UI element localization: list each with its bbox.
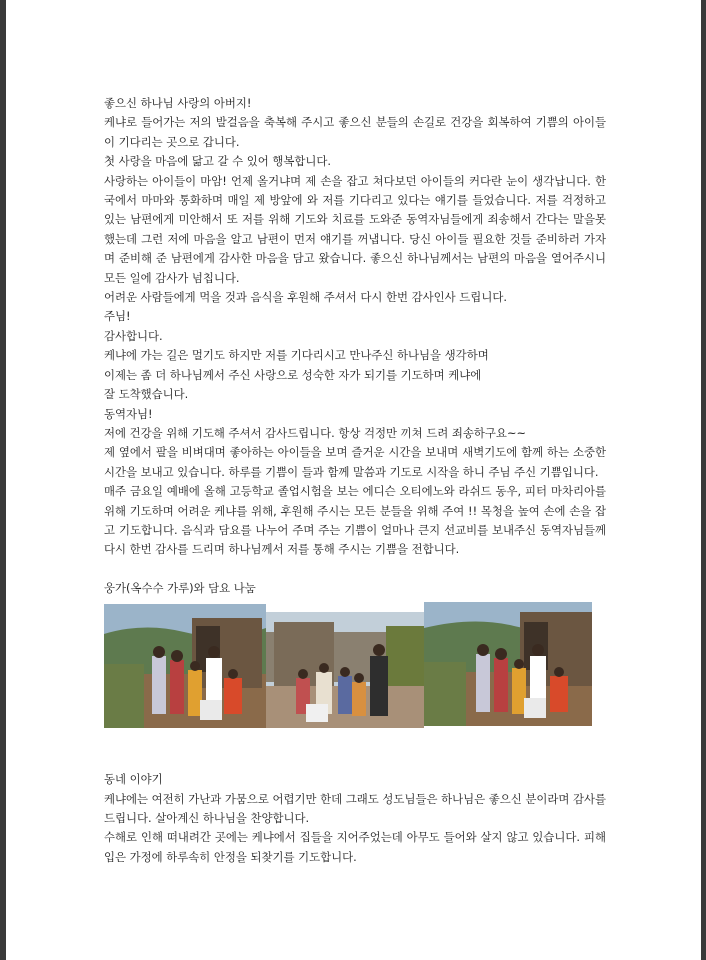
- photo-distribution-1: [104, 604, 266, 728]
- left-frame-border: [0, 0, 6, 960]
- paragraph: 이제는 좀 더 하나님께서 주신 사랑으로 성숙한 자가 되기를 기도하며 케냐에: [104, 367, 482, 382]
- paragraph: 사랑하는 아이들이 마암! 언제 올거냐며 제 손을 잡고 쳐다보던 아이들의 커다란 눈이 생각납니다. 한국에서 마마와 통화하며 매일 제 방앞에 와 저를 기다리고 있다는 얘기를 들었습니다. 저를 걱정하고 있는 남편에게 미안해서 또 저를 위해 기도와 치료를 도와준 동역자님들에게 죄송해서 간다는 말을못했는데 그런 저에 마음을 알고 남편이 먼저 얘기를 꺼냅니다. 당신 아이들 필요한 것들 준비하러 가자며 준비해 준 남편에게 감사한 마음을 담고 왔습니다. 좋으신 하나님께서는 남편의 마음을 열어주시니 모든 일에 감사가 넘칩니다.: [104, 173, 606, 285]
- photo-caption: 웅가(옥수수 가루)와 담요 나눔: [104, 580, 256, 595]
- paragraph: 제 옆에서 팔을 비벼대며 좋아하는 아이들을 보며 즐거운 시간을 보내며 새벽기도에 함께 하는 소중한 시간을 보내고 있습니다. 하루를 기쁨이 들과 함께 말씀과 기도로 시작을 하니 주님 주신 기쁨입니다.: [104, 445, 606, 479]
- paragraph: 케냐에는 여전히 가난과 가뭄으로 어렵기만 한데 그래도 성도님들은 하나님은 좋으신 분이라며 감사를 드립니다. 살아계신 하나님을 찬양합니다.: [104, 791, 606, 825]
- paragraph: 매주 금요일 예배에 올해 고등학교 졸업시험을 보는 에디슨 오티에노와 라쉬드 동우, 피터 마차리아를 위해 기도하며 어려운 케냐를 위해, 후원해 주시는 모든 분들을 위해 주여 !! 목청을 높여 손에 손을 잡고 기도합니다. 음식과 담요를 나누어 주며 주는 기쁨이 얼마나 큰지 선교비를 보내주신 동역자님들께 다시 한번 감사를 드리며 하나님께서 저를 통해 주시는 기쁨을 전합니다.: [104, 484, 606, 557]
- paragraph: 동역자님!: [104, 406, 153, 421]
- paragraph: 케냐에 가는 길은 멀기도 하지만 저를 기다리시고 만나주신 하나님을 생각하며: [104, 348, 489, 363]
- greeting-line: 좋으신 하나님 사랑의 아버지!: [104, 96, 252, 110]
- paragraph: 감사합니다.: [104, 328, 163, 343]
- document-page: [104, 94, 606, 867]
- photo-strip: [104, 602, 606, 730]
- paragraph: 케냐로 들어가는 저의 발걸음을 축복해 주시고 좋으신 분들의 손길로 건강을 회복하여 기쁨의 아이들이 기다리는 곳으로 갑니다.: [104, 115, 606, 149]
- photo-distribution-2: [266, 612, 424, 728]
- paragraph: 잘 도착했습니다.: [104, 387, 189, 402]
- neighborhood-section: [104, 770, 606, 867]
- paragraph: 수해로 인해 떠내려간 곳에는 케냐에서 집들을 지어주었는데 아무도 들어와 살지 않고 있습니다. 피해 입은 가정에 하루속히 안정을 되찾기를 기도합니다.: [104, 830, 606, 864]
- right-frame-border: [701, 0, 706, 960]
- paragraph: 저에 건강을 위해 기도해 주셔서 감사드립니다. 항상 걱정만 끼쳐 드려 죄송하구요~~: [104, 425, 527, 440]
- paragraph: 첫 사랑을 마음에 닮고 갈 수 있어 행복합니다.: [104, 154, 332, 169]
- paragraph: 주님!: [104, 309, 131, 324]
- paragraph: 어려운 사람들에게 먹을 것과 음식을 후원해 주셔서 다시 한번 감사인사 드립니다.: [104, 290, 507, 305]
- photo-distribution-3: [424, 602, 592, 726]
- section-title: 동네 이야기: [104, 772, 163, 787]
